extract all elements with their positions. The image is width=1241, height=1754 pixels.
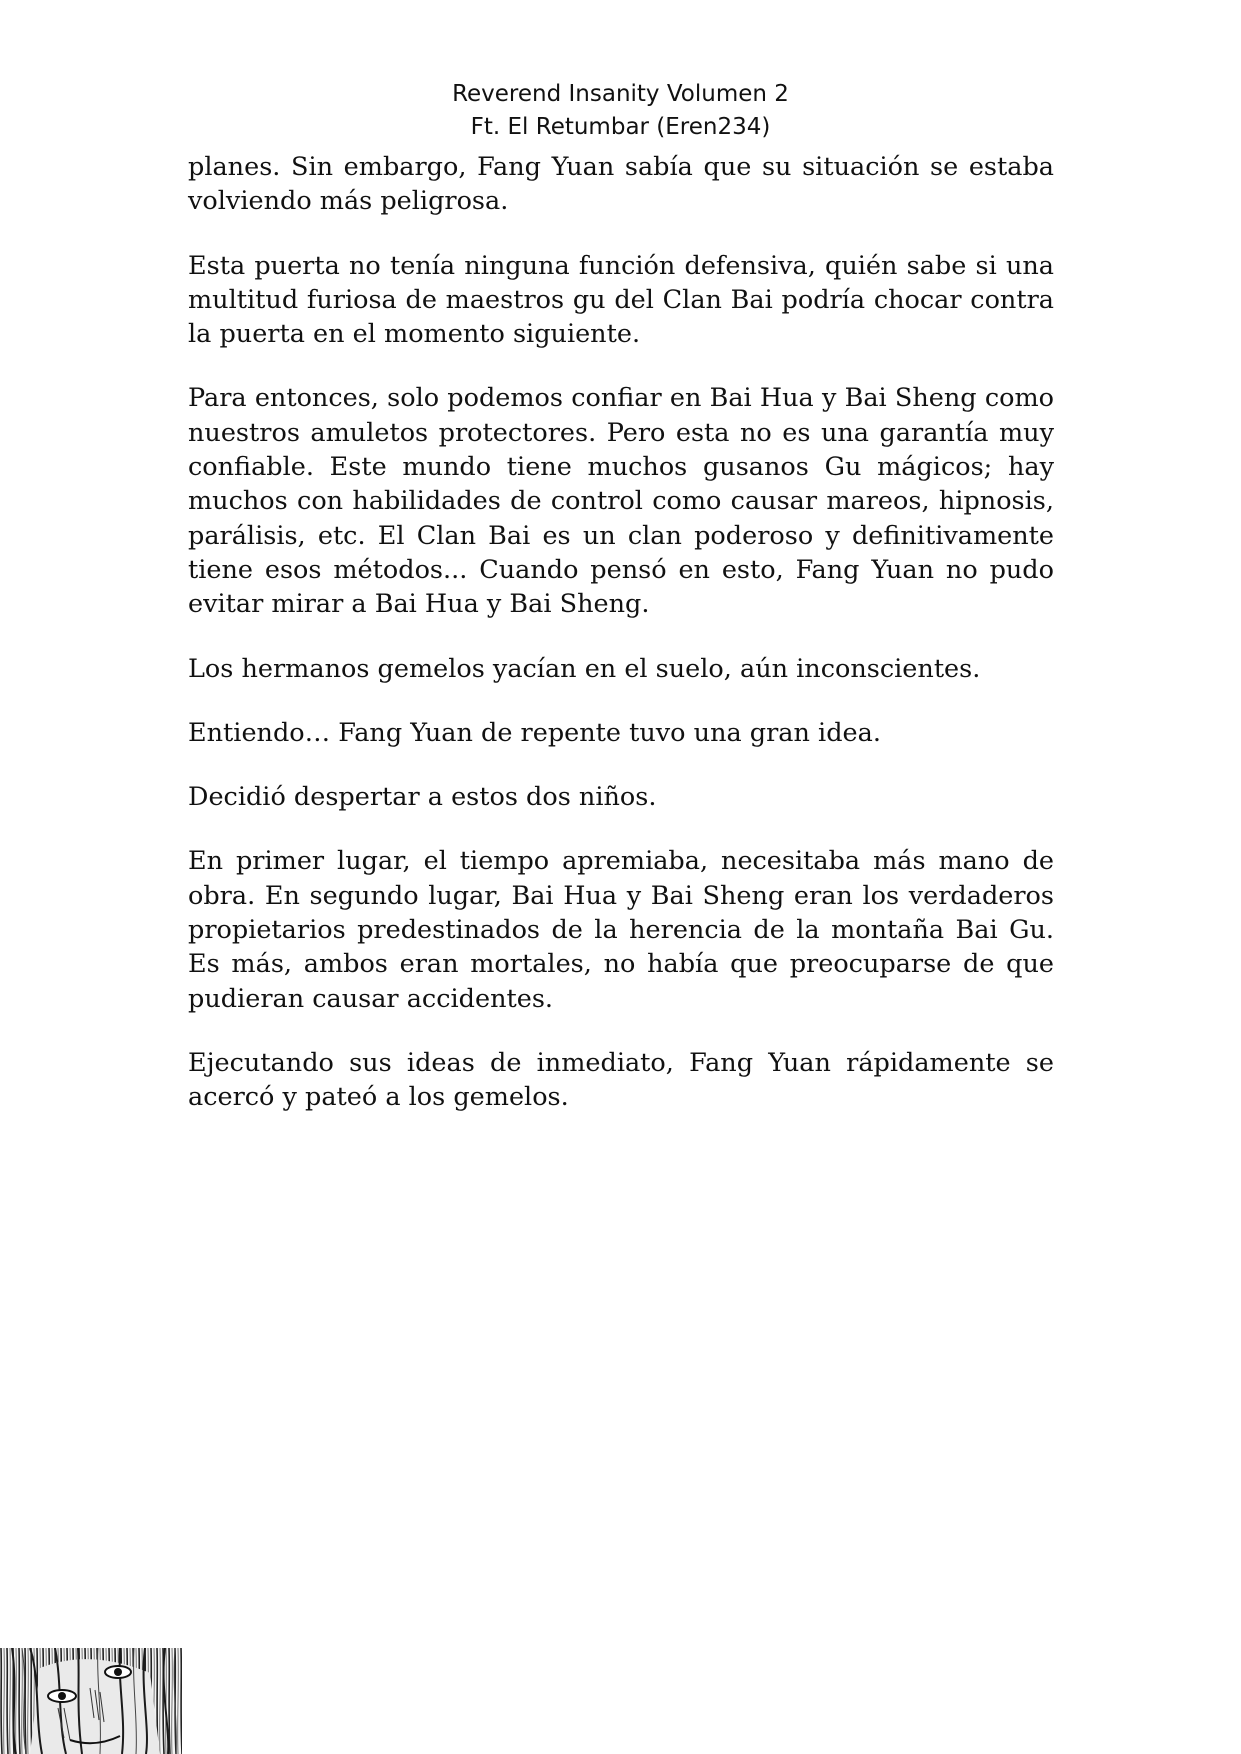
paragraph: En primer lugar, el tiempo apremiaba, necesitaba más mano de obra. En segundo lugar, Bai Hua y Bai Sheng eran los verdaderos propietarios predestinados de la herencia de la montaña Bai Gu. Es más, ambos eran mortales, no había que preocuparse de que pudieran causar accidentes. [188,846,1054,1014]
paragraph: Entiendo… Fang Yuan de repente tuvo una gran idea. [188,717,881,748]
paragraph: Esta puerta no tenía ninguna función defensiva, quién sabe si una multitud furiosa de maestros gu del Clan Bai podría chocar contra la puerta en el momento siguiente. [188,250,1054,350]
page-header [0,78,1241,144]
header-subtitle: Ft. El Retumbar (Eren234) [470,114,771,140]
manga-portrait-illustration [0,1648,182,1754]
paragraph: Decidió despertar a estos dos niños. [188,782,657,813]
paragraph: Los hermanos gemelos yacían en el suelo, aún inconscientes. [188,653,981,684]
paragraph: Para entonces, solo podemos confiar en Bai Hua y Bai Sheng como nuestros amuletos protectores. Pero esta no es una garantía muy confiable. Este mundo tiene muchos gusanos Gu mágicos; hay muchos con habilidades de control como causar mareos, hipnosis, parálisis, etc. El Clan Bai es un clan poderoso y definitivamente tiene esos métodos... Cuando pensó en esto, Fang Yuan no pudo evitar mirar a Bai Hua y Bai Sheng. [188,383,1054,620]
header-title: Reverend Insanity Volumen 2 [452,81,789,107]
paragraph: planes. Sin embargo, Fang Yuan sabía que su situación se estaba volviendo más peligrosa. [188,152,1054,217]
page-body [188,150,1054,1145]
paragraph: Ejecutando sus ideas de inmediato, Fang Yuan rápidamente se acercó y pateó a los gemelos. [188,1047,1054,1113]
